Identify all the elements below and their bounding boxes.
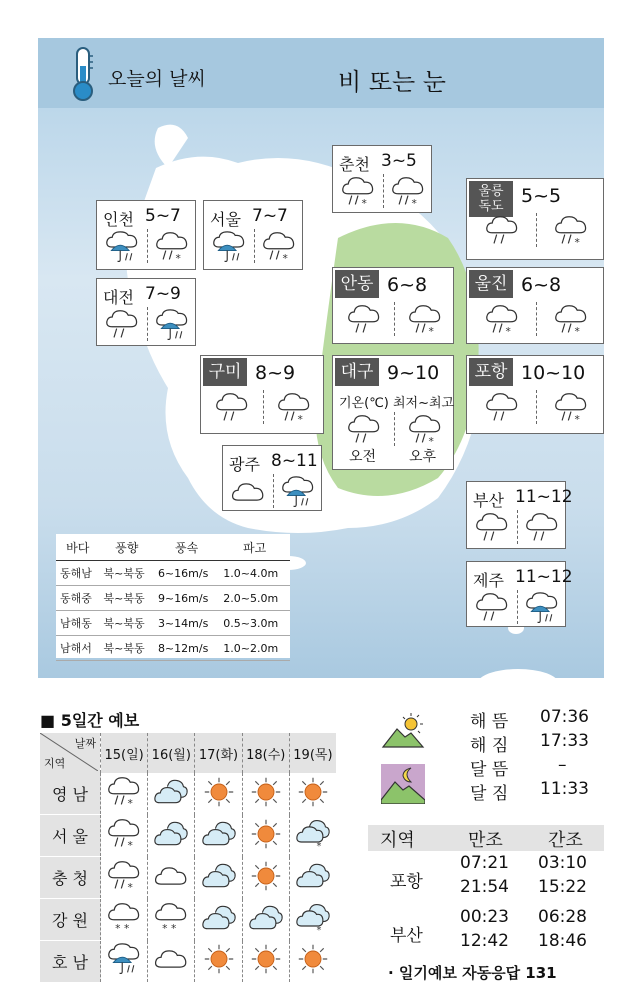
thermometer-icon — [68, 46, 98, 102]
forecast-cell — [242, 815, 289, 857]
rain-umbrella-cloud-icon — [524, 592, 560, 624]
partly-cloudy-icon — [201, 860, 237, 892]
tide-region: 포항 — [390, 872, 423, 892]
rain-cloud-icon — [474, 592, 510, 624]
city-card-ulleung — [466, 178, 604, 260]
sunny-icon — [201, 943, 237, 975]
snow-rain-icon — [106, 776, 142, 808]
sea-table-cell: 2.0~5.0m — [219, 586, 290, 611]
snow-rain-cloud-icon — [390, 176, 426, 208]
city-name: 인천 — [103, 210, 134, 229]
sunny-icon — [201, 776, 237, 808]
temp-range: 5~7 — [145, 206, 181, 226]
partly-cloudy-icon — [248, 902, 284, 934]
temp-range: 5~5 — [521, 185, 562, 207]
city-card-pohang — [466, 355, 604, 434]
city-card-andong — [332, 267, 454, 344]
forecast-cell — [101, 773, 148, 815]
tide-low-time: 06:28 — [538, 907, 587, 927]
forecast-day-header: 18(수) — [242, 733, 289, 773]
sea-table-row — [56, 611, 290, 636]
legend-pm-label: 오후 — [409, 449, 437, 465]
snow-rain-cloud-icon — [553, 215, 589, 247]
sea-table-cell: 남해서 — [56, 636, 100, 661]
corner-date-label: 날짜 — [74, 737, 96, 750]
forecast-region: 영 남 — [40, 773, 101, 815]
forecast-cell — [101, 815, 148, 857]
city-name: 제주 — [473, 571, 504, 590]
forecast-cell — [148, 773, 195, 815]
sea-table-cell: 북~북동 — [100, 636, 154, 661]
snow-rain-cloud-icon — [553, 392, 589, 424]
weather-summary-title: 비 또는 눈 — [338, 68, 446, 96]
sea-table-row — [56, 636, 290, 661]
legend-am-label: 오전 — [349, 449, 377, 465]
rain-umbrella-cloud-icon — [154, 309, 190, 341]
sea-table-header: 풍향 — [100, 534, 154, 561]
forecast-region: 강 원 — [40, 899, 101, 941]
city-name-tag: 포항 — [469, 358, 513, 386]
rain-cloud-icon — [214, 392, 250, 424]
sea-table-cell: 동해남 — [56, 561, 100, 586]
snow-rain-cloud-icon — [553, 304, 589, 336]
sea-table-row — [56, 561, 290, 586]
temp-range: 6~8 — [521, 274, 562, 296]
rain-cloud-icon — [484, 392, 520, 424]
forecast-cell — [242, 899, 289, 941]
rain-umbrella-icon — [106, 943, 142, 975]
forecast-cell — [195, 857, 242, 899]
sea-table-cell: 3~14m/s — [154, 611, 219, 636]
tide-header-cell: 간조 — [548, 830, 583, 851]
sea-table-cell: 8~12m/s — [154, 636, 219, 661]
forecast-corner-cell — [40, 733, 101, 773]
corner-region-label: 지역 — [44, 757, 66, 770]
city-card-incheon — [96, 200, 196, 270]
sea-table-cell: 북~북동 — [100, 586, 154, 611]
sea-table-header: 풍속 — [154, 534, 219, 561]
forecast-row — [40, 773, 336, 815]
city-card-daejeon — [96, 278, 196, 346]
sun-moon-time: 07:36 — [540, 707, 589, 727]
temp-range: 9~10 — [387, 362, 440, 384]
forecast-day-header: 16(월) — [148, 733, 195, 773]
city-card-seoul — [203, 200, 303, 270]
forecast-region: 충 청 — [40, 857, 101, 899]
forecast-cell — [242, 941, 289, 983]
sea-conditions-table — [56, 534, 290, 658]
cloudy-icon — [153, 860, 189, 892]
rain-cloud-icon — [484, 215, 520, 247]
snow-rain-cloud-icon — [407, 304, 443, 336]
sun-moon-label: 달 뜸 — [470, 760, 509, 780]
tide-high-time: 21:54 — [460, 877, 509, 897]
tide-high-time: 12:42 — [460, 931, 509, 951]
forecast-day-header: 17(화) — [195, 733, 242, 773]
sunny-icon — [295, 943, 331, 975]
rain-umbrella-cloud-icon — [211, 231, 247, 263]
rain-umbrella-cloud-icon — [280, 476, 316, 508]
temp-range: 10~10 — [521, 362, 586, 384]
forecast-cell — [242, 773, 289, 815]
rain-cloud-icon — [346, 304, 382, 336]
forecast-cell — [101, 899, 148, 941]
temp-range: 11~12 — [515, 567, 573, 587]
city-card-daegu — [332, 355, 454, 470]
forecast-cell — [195, 773, 242, 815]
snow-rain-cloud-icon — [154, 231, 190, 263]
rain-cloud-icon — [474, 512, 510, 544]
forecast-row — [40, 941, 336, 983]
forecast-cell — [195, 941, 242, 983]
city-name: 부산 — [473, 491, 504, 510]
forecast-row — [40, 815, 336, 857]
forecast-region: 호 남 — [40, 941, 101, 983]
tide-high-time: 00:23 — [460, 907, 509, 927]
tide-low-time: 15:22 — [538, 877, 587, 897]
sunny-icon — [295, 776, 331, 808]
sun-moon-label: 해 뜸 — [470, 712, 509, 732]
snow-rain-cloud-icon — [261, 231, 297, 263]
sea-table-cell: 북~북동 — [100, 561, 154, 586]
tide-high-time: 07:21 — [460, 853, 509, 873]
forecast-cell — [289, 857, 336, 899]
tide-low-time: 03:10 — [538, 853, 587, 873]
tide-header-cell: 지역 — [380, 830, 415, 851]
forecast-row — [40, 857, 336, 899]
forecast-cell — [242, 857, 289, 899]
city-name-tag: 구미 — [203, 358, 247, 386]
tide-low-time: 18:46 — [538, 931, 587, 951]
city-name: 대전 — [103, 288, 134, 307]
forecast-cell — [148, 857, 195, 899]
forecast-cell — [289, 941, 336, 983]
forecast-cell — [148, 899, 195, 941]
tide-header-cell: 만조 — [468, 830, 503, 851]
sun-moon-label: 달 짐 — [470, 784, 509, 804]
forecast-cell — [289, 815, 336, 857]
city-name-tag: 울릉 독도 — [469, 181, 513, 217]
forecast-day-header: 19(목) — [289, 733, 336, 773]
city-card-gumi — [200, 355, 324, 434]
sea-table-cell: 1.0~4.0m — [219, 561, 290, 586]
forecast-cell — [195, 815, 242, 857]
partly-snow-icon — [295, 902, 331, 934]
tide-table-header — [368, 825, 604, 851]
sun-moon-time: 11:33 — [540, 779, 589, 799]
sunny-icon — [248, 943, 284, 975]
partly-cloudy-icon — [295, 860, 331, 892]
sea-table-cell: 동해중 — [56, 586, 100, 611]
legend-temp-label: 기온(℃) 최저~최고 — [339, 396, 455, 411]
snow-rain-cloud-icon — [276, 392, 312, 424]
forecast-cell — [101, 857, 148, 899]
snow-rain-icon — [106, 860, 142, 892]
today-weather-title: 오늘의 날씨 — [108, 68, 206, 90]
cloud-icon — [230, 476, 266, 508]
sun-moon-time: – — [558, 755, 567, 775]
temp-range: 8~9 — [255, 362, 296, 384]
rain-cloud-icon — [346, 414, 382, 446]
temp-range: 3~5 — [381, 151, 417, 171]
sea-table-row — [56, 586, 290, 611]
temp-range: 7~9 — [145, 284, 181, 304]
temp-range: 7~7 — [252, 206, 288, 226]
forecast-region: 서 울 — [40, 815, 101, 857]
temp-range: 11~12 — [515, 487, 573, 507]
rain-cloud-icon — [104, 309, 140, 341]
forecast-cell — [289, 899, 336, 941]
snow-rain-cloud-icon — [340, 176, 376, 208]
partly-snow-icon — [295, 818, 331, 850]
moonrise-icon — [381, 764, 425, 804]
snow-icon — [106, 902, 142, 934]
forecast-row — [40, 899, 336, 941]
sea-table-cell: 6~16m/s — [154, 561, 219, 586]
sea-table-header: 파고 — [219, 534, 290, 561]
sunrise-icon — [381, 711, 425, 751]
sunny-icon — [248, 776, 284, 808]
partly-cloudy-icon — [153, 818, 189, 850]
forecast-phone-service: · 일기예보 자동응답 131 — [388, 964, 557, 982]
forecast-cell — [195, 899, 242, 941]
snow-icon — [153, 902, 189, 934]
tide-region: 부산 — [390, 926, 423, 946]
forecast-cell — [148, 815, 195, 857]
forecast-cell — [289, 773, 336, 815]
rain-umbrella-cloud-icon — [104, 231, 140, 263]
partly-cloudy-icon — [201, 902, 237, 934]
city-name: 광주 — [229, 455, 260, 474]
city-card-gwangju — [222, 445, 322, 511]
temp-range: 6~8 — [387, 274, 428, 296]
city-name-tag: 대구 — [335, 358, 379, 386]
city-card-chuncheon — [332, 145, 432, 213]
forecast-day-header: 15(일) — [101, 733, 148, 773]
partly-cloudy-icon — [201, 818, 237, 850]
snow-rain-icon — [106, 818, 142, 850]
city-name-tag: 울진 — [469, 270, 513, 298]
sunny-icon — [248, 818, 284, 850]
rain-cloud-icon — [524, 512, 560, 544]
forecast-cell — [148, 941, 195, 983]
partly-cloudy-icon — [153, 776, 189, 808]
sun-moon-time: 17:33 — [540, 731, 589, 751]
five-day-forecast-table — [40, 733, 336, 982]
sun-moon-label: 해 짐 — [470, 736, 509, 756]
city-name: 서울 — [210, 210, 241, 229]
sea-table-cell: 9~16m/s — [154, 586, 219, 611]
sea-table-cell: 1.0~2.0m — [219, 636, 290, 661]
temp-range: 8~11 — [271, 451, 318, 471]
snow-rain-cloud-icon — [407, 414, 443, 446]
five-day-forecast-title: ■ 5일간 예보 — [40, 711, 140, 730]
forecast-cell — [101, 941, 148, 983]
sea-table-cell: 남해동 — [56, 611, 100, 636]
sea-table-cell: 북~북동 — [100, 611, 154, 636]
cloudy-icon — [153, 943, 189, 975]
city-card-uljin — [466, 267, 604, 344]
sea-table-header: 바다 — [56, 534, 100, 561]
city-card-jeju — [466, 561, 573, 627]
snow-rain-cloud-icon — [484, 304, 520, 336]
city-name-tag: 안동 — [335, 270, 379, 298]
city-card-busan — [466, 481, 573, 549]
sea-table-cell: 0.5~3.0m — [219, 611, 290, 636]
city-name: 춘천 — [339, 155, 370, 174]
sunny-icon — [248, 860, 284, 892]
